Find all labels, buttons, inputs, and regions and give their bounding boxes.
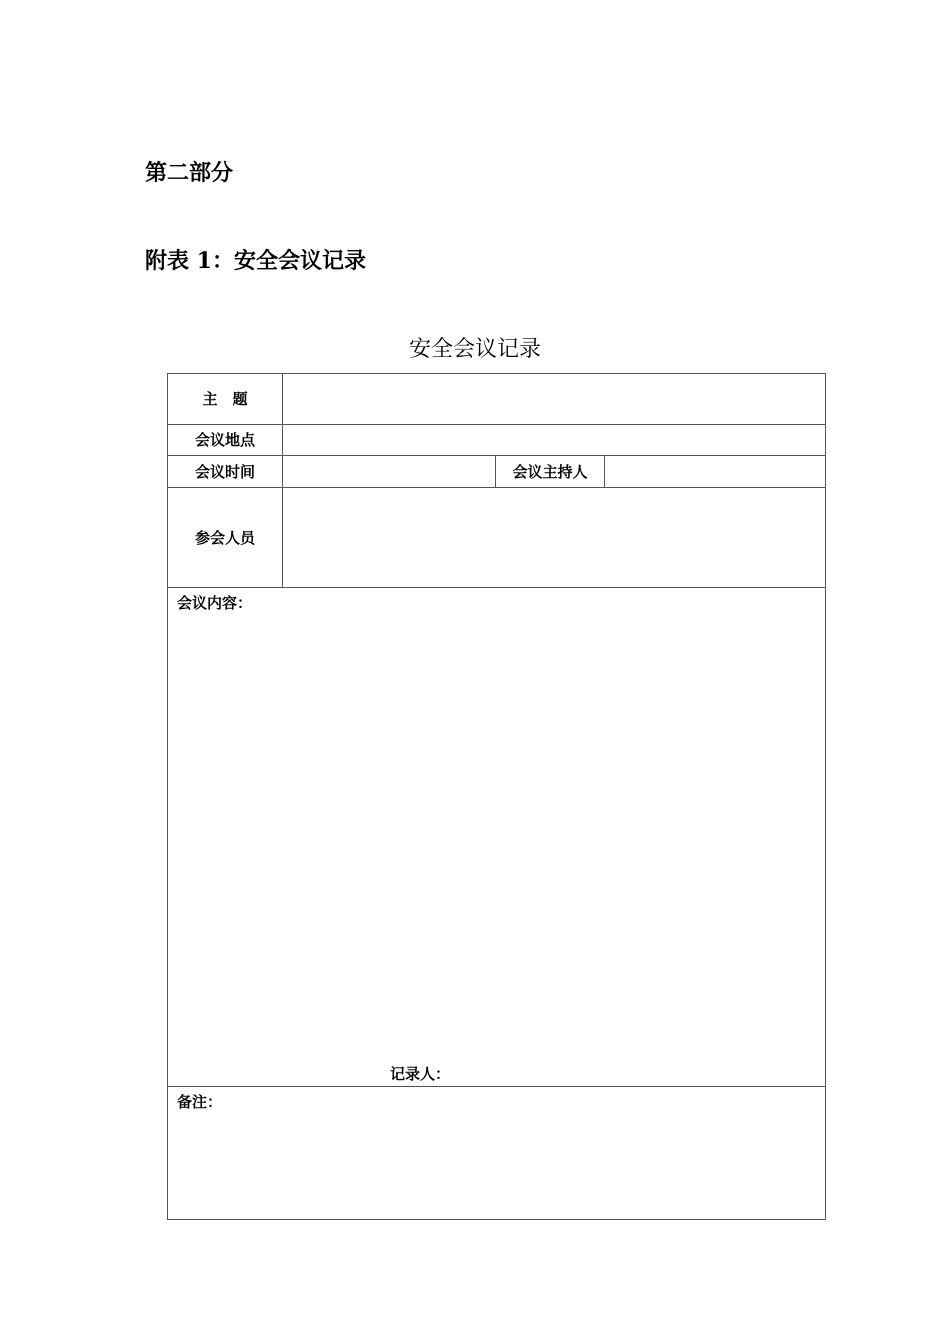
form-row-remarks — [168, 1087, 826, 1220]
form-row-location — [168, 425, 826, 456]
content-section[interactable] — [168, 588, 826, 1087]
appendix-heading: 附表 1：安全会议记录 — [145, 248, 366, 274]
form-row-topic — [168, 374, 826, 425]
part-heading: 第二部分 — [145, 160, 234, 186]
location-label: 会议地点 — [168, 425, 283, 456]
remarks-label: 备注： — [177, 1093, 223, 1111]
form-row-attendees — [168, 488, 826, 588]
host-field[interactable] — [605, 456, 826, 488]
content-label: 会议内容： — [177, 594, 253, 612]
topic-field[interactable] — [283, 374, 826, 425]
meeting-record-form — [167, 373, 826, 1220]
form-row-time-host — [168, 456, 826, 488]
time-field[interactable] — [283, 456, 496, 488]
time-label: 会议时间 — [168, 456, 283, 488]
attendees-field[interactable] — [283, 488, 826, 588]
recorder-label: 记录人： — [390, 1065, 451, 1083]
topic-label: 主 题 — [168, 374, 283, 425]
remarks-section[interactable] — [168, 1087, 826, 1220]
form-row-content — [168, 588, 826, 1087]
form-title: 安全会议记录 — [408, 337, 541, 362]
location-field[interactable] — [283, 425, 826, 456]
host-label: 会议主持人 — [496, 456, 605, 488]
attendees-label: 参会人员 — [168, 488, 283, 588]
